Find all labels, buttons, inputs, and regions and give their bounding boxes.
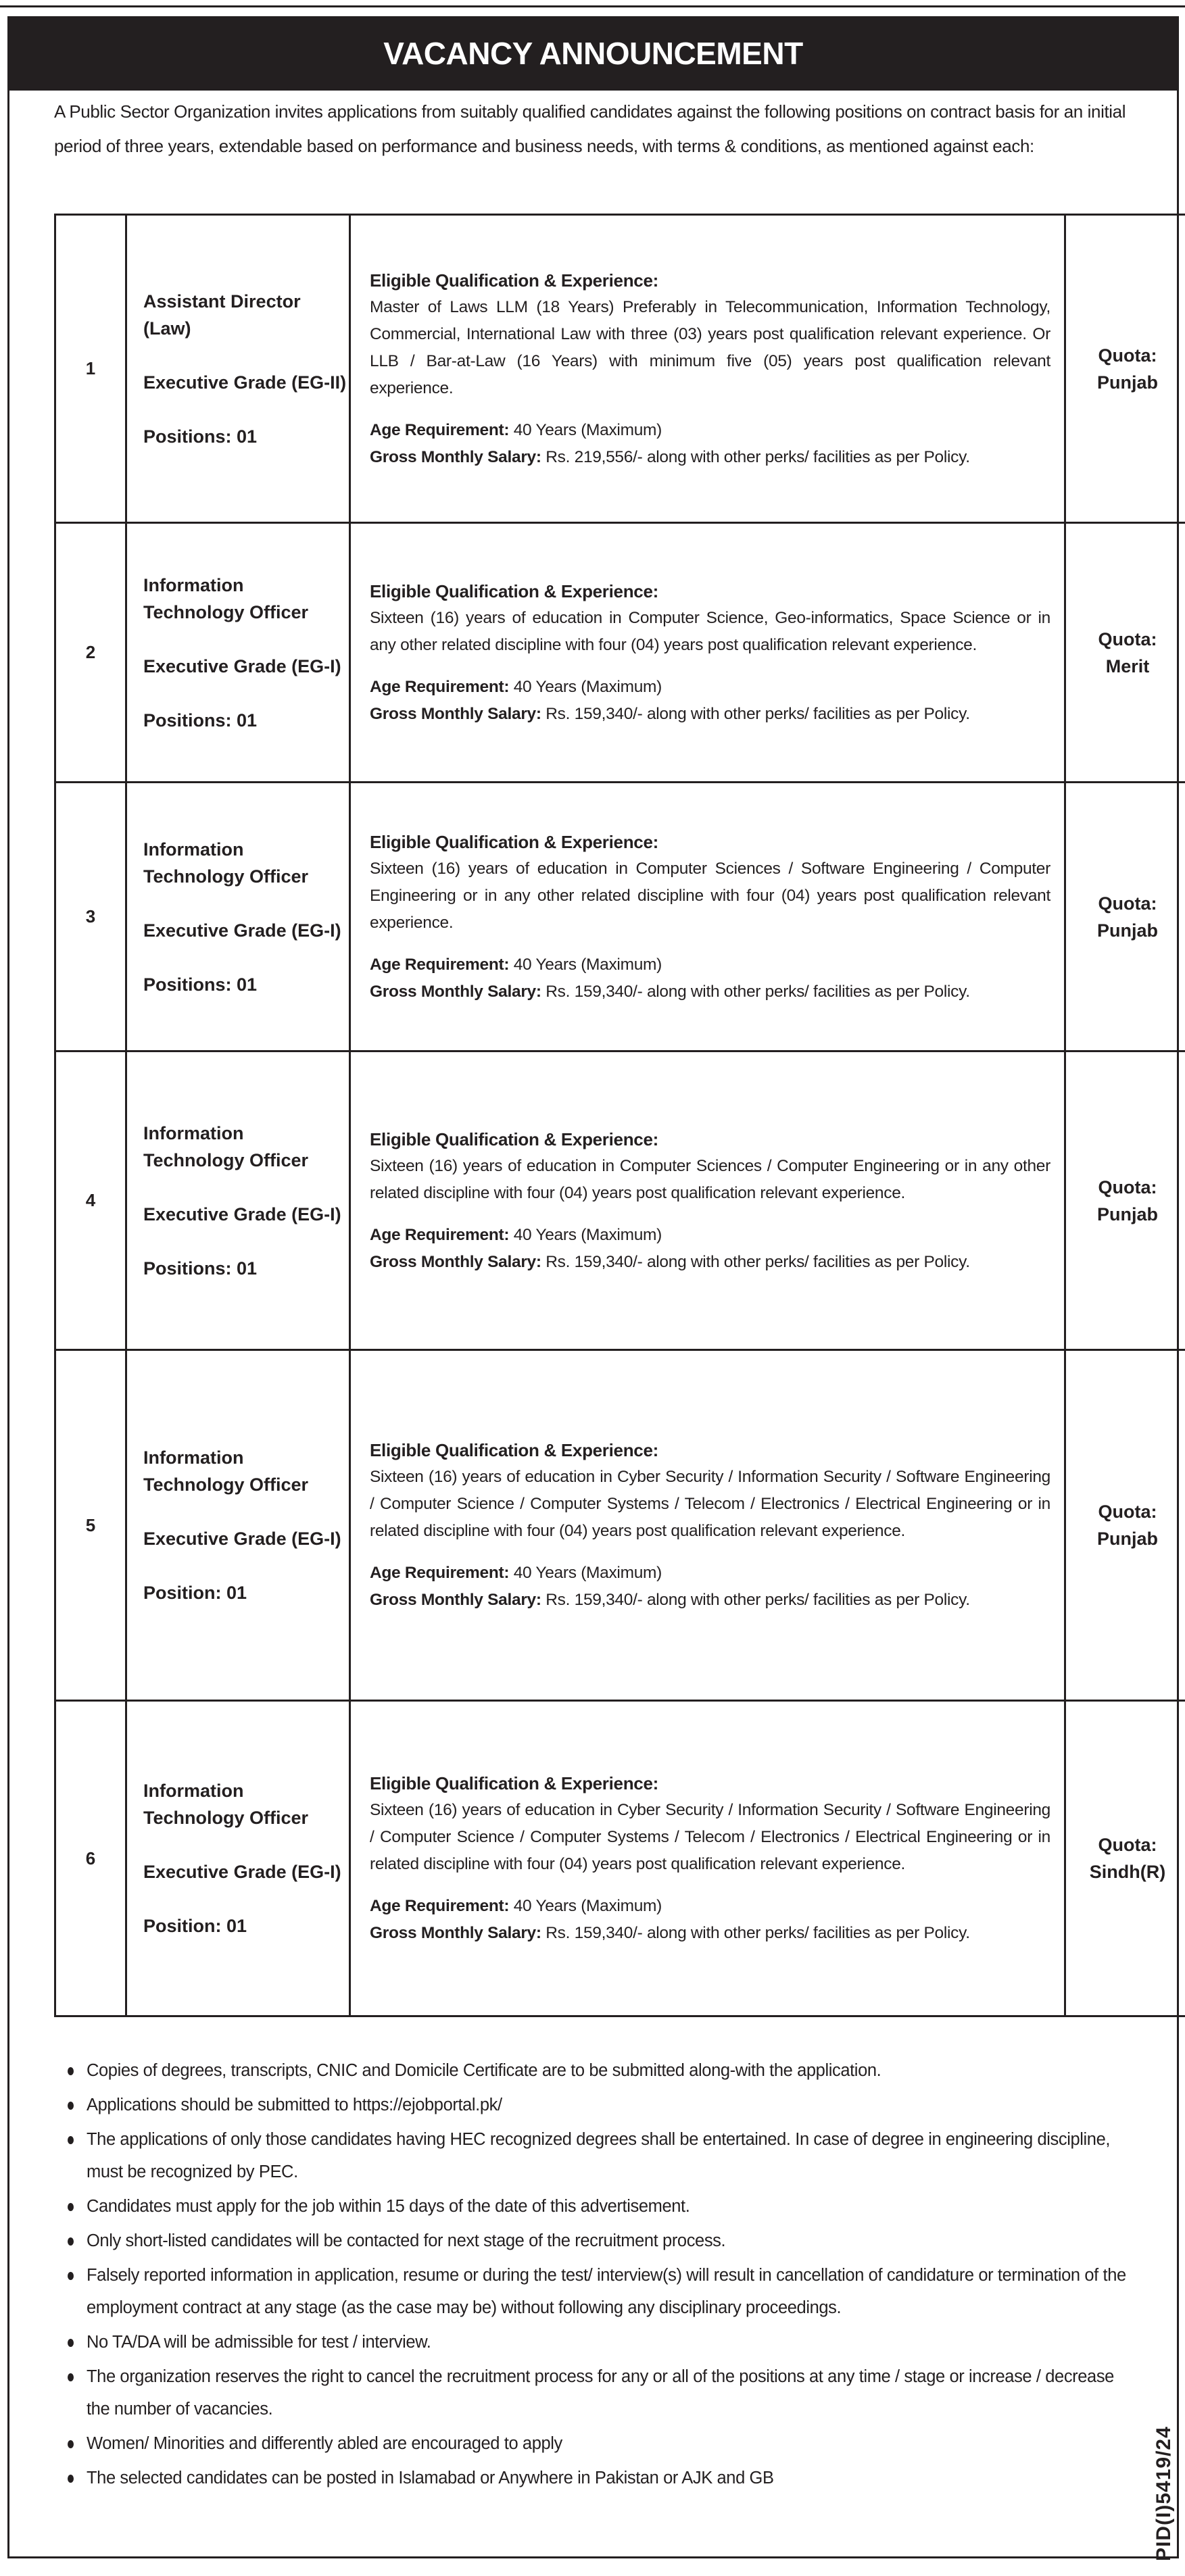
post-cell	[126, 1350, 350, 1701]
bullet-icon	[68, 2237, 74, 2246]
quota-label: Quota:	[1098, 1176, 1157, 1197]
quota-value: Merit	[1105, 655, 1150, 676]
instruction-text: Falsely reported information in application, resume or during the test/ interview(s) will result in cancellation of candidature or termination of the employment contract at any stage (as the case may be) without following any disciplinary proceedings.	[87, 2266, 1126, 2317]
quota-cell	[1065, 1051, 1185, 1350]
quota-value: Punjab	[1096, 1204, 1158, 1224]
instruction-text: Candidates must apply for the job within 15 days of the date of this advertisement.	[87, 2197, 690, 2216]
salary-value: Rs. 159,340/- along with other perks/ facilities as per Policy.	[546, 1591, 970, 1609]
quota-cell	[1065, 523, 1185, 783]
post-title: Assistant Director (Law)	[143, 291, 301, 339]
salary-label: Gross Monthly Salary:	[370, 1591, 541, 1609]
instruction-item	[54, 2054, 1129, 2087]
qualification-text: Sixteen (16) years of education in Cyber Security / Information Security / Software Engineering / Computer Science / Computer Systems / Telecom / Electronics / Electrical Engineering or in related discipline with four (04) years post qualification relevant experience.	[370, 1801, 1050, 1873]
age-requirement	[370, 674, 1050, 701]
age-label: Age Requirement:	[370, 1564, 510, 1582]
post-count: Positions: 01	[143, 710, 258, 730]
age-label: Age Requirement:	[370, 1225, 510, 1244]
bullet-icon	[68, 2272, 74, 2280]
age-label: Age Requirement:	[370, 677, 510, 696]
serial-number: 4	[55, 1051, 126, 1350]
salary-value: Rs. 159,340/- along with other perks/ facilities as per Policy.	[546, 1924, 970, 1942]
post-cell	[126, 1701, 350, 2016]
intro-paragraph: A Public Sector Organization invites applications from suitably qualified candidates against the following positions on contract basis for an initial period of three years, extendable based on performance and business needs, with terms & conditions, as mentioned against each:	[54, 101, 1126, 156]
requirements-cell	[350, 1051, 1065, 1350]
post-cell	[126, 523, 350, 783]
salary-label: Gross Monthly Salary:	[370, 704, 541, 723]
position-row	[55, 1350, 1185, 1701]
age-requirement	[370, 417, 1050, 444]
bullet-icon	[68, 2339, 74, 2347]
qualification-text: Sixteen (16) years of education in Computer Science, Geo-informatics, Space Science or in any other related discipline with four (04) years post qualification relevant experience.	[370, 608, 1050, 654]
position-row	[55, 1701, 1185, 2016]
qualification-heading: Eligible Qualification & Experience:	[370, 270, 658, 291]
requirements-cell	[350, 215, 1065, 523]
qualification-heading: Eligible Qualification & Experience:	[370, 831, 658, 852]
instruction-text: The organization reserves the right to cancel the recruitment process for any or all of the positions at any time / stage or increase / decrease the number of vacancies.	[87, 2367, 1114, 2419]
post-cell	[126, 215, 350, 523]
salary-label: Gross Monthly Salary:	[370, 1924, 541, 1942]
position-row	[55, 523, 1185, 783]
bullet-icon	[68, 2373, 74, 2381]
quota-label: Quota:	[1098, 628, 1157, 649]
instruction-item	[54, 2123, 1129, 2188]
instruction-item	[54, 2427, 1129, 2460]
bullet-icon	[68, 2203, 74, 2211]
post-cell	[126, 1051, 350, 1350]
qualification-heading: Eligible Qualification & Experience:	[370, 1440, 658, 1460]
post-count: Position: 01	[143, 1916, 247, 1936]
age-value: 40 Years (Maximum)	[513, 955, 662, 974]
instructions-list	[54, 2054, 1129, 2496]
position-row	[55, 783, 1185, 1051]
qualification-text: Sixteen (16) years of education in Computer Sciences / Computer Engineering or in any other related discipline with four (04) years post qualification relevant experience.	[370, 1156, 1050, 1202]
instruction-text: Applications should be submitted to https://ejobportal.pk/	[87, 2096, 502, 2114]
salary-label: Gross Monthly Salary:	[370, 1252, 541, 1271]
title-banner	[7, 16, 1179, 91]
salary-value: Rs. 159,340/- along with other perks/ facilities as per Policy.	[546, 1252, 970, 1271]
post-title: Information Technology Officer	[143, 1447, 309, 1495]
post-grade: Executive Grade (EG-II)	[143, 372, 347, 393]
post-count: Positions: 01	[143, 426, 258, 447]
instruction-text: No TA/DA will be admissible for test / interview.	[87, 2333, 431, 2352]
age-label: Age Requirement:	[370, 1897, 510, 1915]
position-row	[55, 1051, 1185, 1350]
age-value: 40 Years (Maximum)	[513, 1564, 662, 1582]
quota-label: Quota:	[1098, 1502, 1157, 1522]
positions-table	[54, 214, 1185, 2017]
instruction-item	[54, 2225, 1129, 2257]
quota-value: Punjab	[1096, 920, 1158, 941]
quota-cell	[1065, 215, 1185, 523]
salary	[370, 701, 1050, 728]
instruction-item	[54, 2360, 1129, 2425]
requirements-cell	[350, 1701, 1065, 2016]
post-title: Information Technology Officer	[143, 1781, 309, 1828]
salary	[370, 1587, 1050, 1614]
qualification-text: Master of Laws LLM (18 Years) Preferably in Telecommunication, Information Technology, Commercial, International Law with three (03) years post qualification relevant experience. Or LLB / Bar-at-Law (16 Years) with minimum five (05) years post qualification relevant experience.	[370, 297, 1050, 397]
quota-label: Quota:	[1098, 345, 1157, 366]
quota-cell	[1065, 1701, 1185, 2016]
instruction-item	[54, 2326, 1129, 2358]
salary-value: Rs. 159,340/- along with other perks/ facilities as per Policy.	[546, 704, 970, 723]
post-grade: Executive Grade (EG-I)	[143, 1529, 341, 1549]
serial-number: 3	[55, 783, 126, 1051]
post-cell	[126, 783, 350, 1051]
quota-label: Quota:	[1098, 1835, 1157, 1855]
instruction-text: Only short-listed candidates will be contacted for next stage of the recruitment process.	[87, 2231, 726, 2250]
page-title: VACANCY ANNOUNCEMENT	[383, 36, 803, 71]
bullet-icon	[68, 2475, 74, 2483]
quota-label: Quota:	[1098, 893, 1157, 914]
age-requirement	[370, 1222, 1050, 1249]
bullet-icon	[68, 2102, 74, 2110]
post-grade: Executive Grade (EG-I)	[143, 1204, 341, 1224]
post-title: Information Technology Officer	[143, 574, 309, 622]
instruction-text: The selected candidates can be posted in Islamabad or Anywhere in Pakistan or AJK and GB	[87, 2469, 774, 2487]
age-requirement	[370, 1560, 1050, 1587]
salary	[370, 444, 1050, 471]
salary	[370, 1249, 1050, 1276]
quota-cell	[1065, 783, 1185, 1051]
post-grade: Executive Grade (EG-I)	[143, 920, 341, 941]
salary-value: Rs. 219,556/- along with other perks/ facilities as per Policy.	[546, 447, 970, 466]
post-count: Positions: 01	[143, 974, 258, 995]
post-count: Positions: 01	[143, 1258, 258, 1279]
age-requirement	[370, 951, 1050, 979]
age-requirement	[370, 1893, 1050, 1920]
serial-number: 5	[55, 1350, 126, 1701]
requirements-cell	[350, 1350, 1065, 1701]
serial-number: 1	[55, 215, 126, 523]
requirements-cell	[350, 783, 1065, 1051]
top-rule	[0, 5, 1185, 7]
post-grade: Executive Grade (EG-I)	[143, 1862, 341, 1882]
serial-number: 6	[55, 1701, 126, 2016]
position-row	[55, 215, 1185, 523]
pid-number: PID(I)5419/24	[1153, 2426, 1175, 2561]
age-value: 40 Years (Maximum)	[513, 677, 662, 696]
age-value: 40 Years (Maximum)	[513, 1897, 662, 1915]
instruction-item	[54, 2259, 1129, 2324]
instruction-item	[54, 2089, 1129, 2121]
bullet-icon	[68, 2136, 74, 2144]
post-title: Information Technology Officer	[143, 839, 309, 887]
bullet-icon	[68, 2440, 74, 2448]
salary-value: Rs. 159,340/- along with other perks/ facilities as per Policy.	[546, 982, 970, 1001]
age-label: Age Requirement:	[370, 420, 510, 439]
instruction-item	[54, 2462, 1129, 2494]
age-label: Age Requirement:	[370, 955, 510, 974]
age-value: 40 Years (Maximum)	[513, 420, 662, 439]
salary-label: Gross Monthly Salary:	[370, 982, 541, 1001]
post-count: Position: 01	[143, 1583, 247, 1603]
post-grade: Executive Grade (EG-I)	[143, 655, 341, 676]
salary	[370, 1920, 1050, 1947]
requirements-cell	[350, 523, 1065, 783]
qualification-heading: Eligible Qualification & Experience:	[370, 1129, 658, 1149]
salary	[370, 979, 1050, 1006]
instruction-item	[54, 2190, 1129, 2223]
instruction-text: Women/ Minorities and differently abled are encouraged to apply	[87, 2434, 562, 2453]
qualification-text: Sixteen (16) years of education in Cyber Security / Information Security / Software Engineering / Computer Science / Computer Systems / Telecom / Electronics / Electrical Engineering or in related discipline with four (04) years post qualification relevant experience.	[370, 1468, 1050, 1540]
quota-value: Punjab	[1096, 372, 1158, 393]
post-title: Information Technology Officer	[143, 1122, 309, 1170]
quota-value: Punjab	[1096, 1529, 1158, 1549]
quota-cell	[1065, 1350, 1185, 1701]
qualification-heading: Eligible Qualification & Experience:	[370, 1773, 658, 1793]
qualification-heading: Eligible Qualification & Experience:	[370, 580, 658, 601]
instruction-text: The applications of only those candidates having HEC recognized degrees shall be entertained. In case of degree in engineering discipline, must be recognized by PEC.	[87, 2130, 1111, 2181]
serial-number: 2	[55, 523, 126, 783]
instruction-text: Copies of degrees, transcripts, CNIC and Domicile Certificate are to be submitted along-with the application.	[87, 2061, 881, 2080]
age-value: 40 Years (Maximum)	[513, 1225, 662, 1244]
bullet-icon	[68, 2067, 74, 2075]
salary-label: Gross Monthly Salary:	[370, 447, 541, 466]
quota-value: Sindh(R)	[1089, 1862, 1166, 1882]
qualification-text: Sixteen (16) years of education in Computer Sciences / Software Engineering / Computer Engineering or in any other related discipline with four (04) years post qualification relevant experience.	[370, 859, 1050, 932]
